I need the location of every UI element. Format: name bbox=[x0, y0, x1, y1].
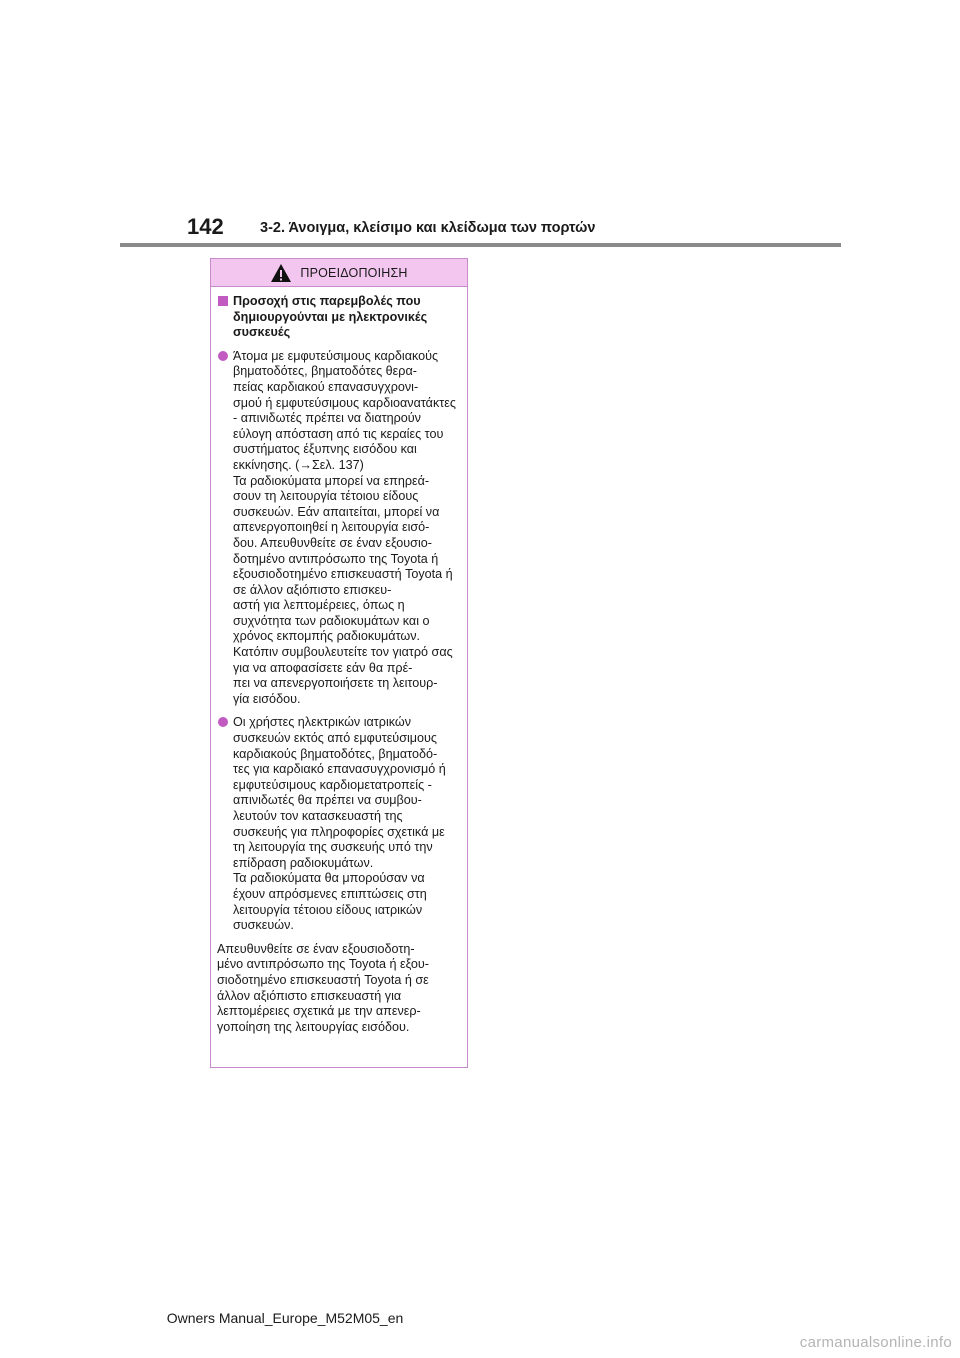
watermark: carmanualsonline.info bbox=[799, 1334, 952, 1351]
circle-bullet-icon bbox=[218, 351, 228, 361]
square-bullet-icon bbox=[218, 296, 228, 306]
warning-subheading-text: Προσοχή στις παρεμβολές που δημιουργούνται με ηλεκτρονικές συσκευές bbox=[233, 294, 428, 340]
header-rule bbox=[120, 243, 841, 247]
warning-closing-text: Απευθυνθείτε σε έναν εξουσιοδοτη- μένο αντιπρόσωπο της Toyota ή εξου- σιοδοτημένο επισκευαστή Toyota ή σε άλλον αξιόπιστο επισκευαστή για λεπτομέρειες σχετικά με την απενερ- γοποίηση της λειτουργίας εισόδου. bbox=[217, 941, 429, 1034]
warning-box bbox=[210, 258, 468, 1068]
section-title: 3-2. Άνοιγμα, κλείσιμο και κλείδωμα των πορτών bbox=[260, 220, 596, 236]
page-header bbox=[0, 0, 960, 250]
footer-text: Owners Manual_Europe_M52M05_en bbox=[166, 1310, 404, 1326]
circle-bullet-icon bbox=[218, 717, 228, 727]
list-item-text: Οι χρήστες ηλεκτρικών ιατρικών συσκευών εκτός από εμφυτεύσιμους καρδιακούς βηματοδότες, βηματοδό- τες για καρδιακό επανασυγχρονισμό ή εμφυτεύσιμους καρδιομετατροπείς - απινιδωτές θα πρέπει να συμβου- λευτούν τον κατασκευαστή της συσκευής για πληροφορίες σχετικά με τη λειτουργία της συσκευής υπό την επίδραση ραδιοκυμάτων. Τα ραδιοκύματα θα μπορούσαν να έχουν απρόσμενες επιπτώσεις στη λειτουργία τέτοιου είδους ιατρικών συσκευών. bbox=[233, 715, 446, 933]
page-footer bbox=[0, 1310, 960, 1326]
page-number: 142 bbox=[187, 214, 224, 239]
warning-header bbox=[211, 259, 467, 287]
warning-triangle-icon bbox=[270, 263, 292, 283]
list-item bbox=[217, 349, 459, 708]
list-item bbox=[217, 715, 459, 933]
warning-subheading bbox=[217, 294, 459, 341]
warning-title: ΠΡΟΕΙΔΟΠΟΙΗΣΗ bbox=[300, 265, 408, 280]
warning-body bbox=[211, 287, 467, 1035]
list-item-text: Άτομα με εμφυτεύσιμους καρδιακούς βηματοδότες, βηματοδότες θερα- πείας καρδιακού επανασυγχρονι- σμού ή εμφυτεύσιμους καρδιοανατάκτες - απινιδωτές πρέπει να διατηρούν εύλογη απόσταση από τις κεραίες του συστήματος έξυπνης εισόδου και εκκίνησης. (→Σελ. 137) Τα ραδιοκύματα μπορεί να επηρεά- σουν τη λειτουργία τέτοιου είδους συσκευών. Εάν απαιτείται, μπορεί να απενεργοποιηθεί η λειτουργία εισό- δου. Απευθυνθείτε σε έναν εξουσιο- δοτημένο αντιπρόσωπο της Toyota ή εξουσιοδοτημένο επισκευαστή Toyota ή σε άλλον αξιόπιστο επισκευ- αστή για λεπτομέρειες, όπως η συχνότητα των ραδιοκυμάτων και ο χρόνος εκπομπής ραδιοκυμάτων. Κατόπιν συμβουλευτείτε τον γιατρό σας για να αποφασίσετε εάν θα πρέ- πει να απενεργοποιήσετε τη λειτουρ- γία εισόδου. bbox=[233, 348, 456, 706]
